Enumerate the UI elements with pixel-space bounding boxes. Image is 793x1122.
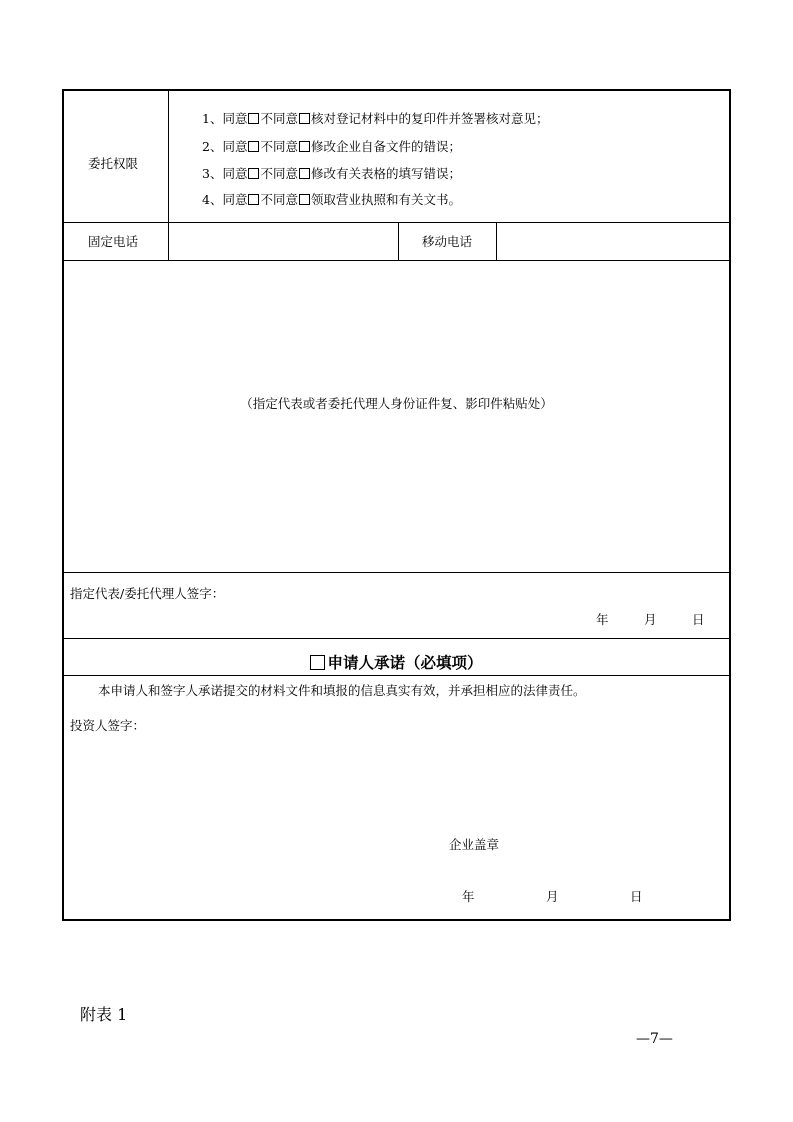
investor-sign-label: 投资人签字： xyxy=(70,718,146,733)
pledge-checkbox[interactable] xyxy=(310,655,325,670)
row-divider xyxy=(64,222,729,223)
authority-item-2 xyxy=(202,139,461,155)
page-number: —7— xyxy=(636,1031,673,1047)
landline-field[interactable] xyxy=(174,234,392,250)
pledge-month: 月 xyxy=(546,889,559,904)
signature-day: 日 xyxy=(692,612,705,627)
authority-item-mid: 不同意 xyxy=(260,192,298,207)
pledge-year: 年 xyxy=(462,889,475,904)
authority-item-text: 修改有关表格的填写错误； xyxy=(310,166,461,181)
pledge-statement: 本申请人和签字人承诺提交的材料文件和填报的信息真实有效，并承担相应的法律责任。 xyxy=(98,683,586,698)
authority-label: 委托权限 xyxy=(88,156,139,171)
agree-checkbox[interactable] xyxy=(248,194,259,205)
agree-checkbox[interactable] xyxy=(248,141,259,152)
authority-item-text: 核对登记材料中的复印件并签署核对意见； xyxy=(310,111,549,126)
authority-item-mid: 不同意 xyxy=(260,166,298,181)
mobile-label: 移动电话 xyxy=(422,234,473,249)
landline-label: 固定电话 xyxy=(88,234,139,249)
signature-label: 指定代表/委托代理人签字： xyxy=(70,586,225,601)
authority-item-text: 修改企业自备文件的错误； xyxy=(310,139,461,154)
disagree-checkbox[interactable] xyxy=(299,113,310,124)
authority-item-4 xyxy=(202,192,461,208)
authority-item-prefix: 1、同意 xyxy=(202,111,248,126)
row-divider xyxy=(64,572,729,573)
authority-item-mid: 不同意 xyxy=(260,111,298,126)
agree-checkbox[interactable] xyxy=(248,168,259,179)
column-divider xyxy=(398,222,399,260)
authority-item-1 xyxy=(202,111,548,127)
id-copy-placeholder: （指定代表或者委托代理人身份证件复、影印件粘贴处） xyxy=(240,396,553,411)
pledge-title xyxy=(64,650,729,676)
registration-form-table xyxy=(62,89,731,921)
authority-item-3 xyxy=(202,166,461,182)
disagree-checkbox[interactable] xyxy=(299,168,310,179)
agree-checkbox[interactable] xyxy=(248,113,259,124)
disagree-checkbox[interactable] xyxy=(299,141,310,152)
signature-month: 月 xyxy=(644,612,657,627)
column-divider xyxy=(496,222,497,260)
column-divider xyxy=(168,91,169,260)
signature-year: 年 xyxy=(596,612,609,627)
authority-item-prefix: 2、同意 xyxy=(202,139,248,154)
disagree-checkbox[interactable] xyxy=(299,194,310,205)
pledge-title-text: 申请人承诺（必填项） xyxy=(327,654,483,672)
authority-item-mid: 不同意 xyxy=(260,139,298,154)
row-divider xyxy=(64,260,729,261)
authority-item-prefix: 4、同意 xyxy=(202,192,248,207)
authority-item-prefix: 3、同意 xyxy=(202,166,248,181)
row-divider xyxy=(64,638,729,639)
attachment-label: 附表 1 xyxy=(80,1005,128,1024)
company-seal-label: 企业盖章 xyxy=(449,837,500,852)
mobile-field[interactable] xyxy=(502,234,724,250)
pledge-day: 日 xyxy=(630,889,643,904)
authority-item-text: 领取营业执照和有关文书。 xyxy=(310,192,461,207)
